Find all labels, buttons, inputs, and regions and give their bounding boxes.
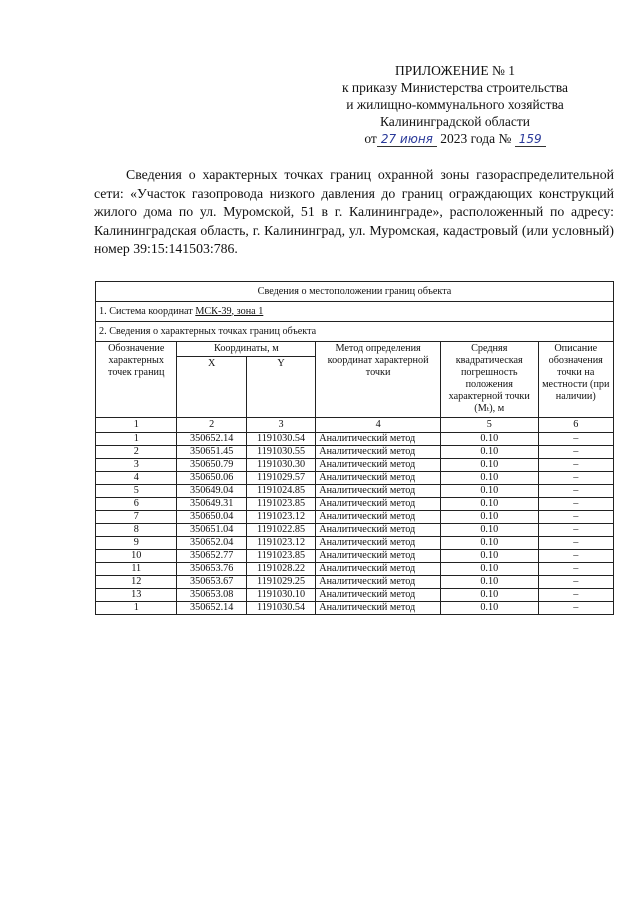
cell-x: 350653.76 <box>177 563 246 576</box>
order-line-2: и жилищно-коммунального хозяйства <box>346 97 564 112</box>
points-section-title: 2. Сведения о характерных точках границ объекта <box>96 322 614 342</box>
cell-method: Аналитический метод <box>316 498 441 511</box>
cell-desc: – <box>538 485 613 498</box>
coord-system-label: 1. Система координат <box>99 305 196 317</box>
table-row <box>96 485 614 498</box>
table-row <box>96 563 614 576</box>
cell-accuracy: 0.10 <box>440 563 538 576</box>
cell-x: 350651.45 <box>177 446 246 459</box>
cell-point: 1 <box>96 433 177 446</box>
column-number-row <box>96 418 614 433</box>
table-row <box>96 576 614 589</box>
cell-desc: – <box>538 589 613 602</box>
cell-x: 350651.04 <box>177 524 246 537</box>
cell-desc: – <box>538 524 613 537</box>
order-line-3: Калининградской области <box>379 114 531 129</box>
cell-point: 1 <box>96 602 177 615</box>
col-number: 5 <box>440 418 538 433</box>
cell-point: 3 <box>96 459 177 472</box>
cell-y: 1191030.54 <box>246 433 315 446</box>
table-row <box>96 550 614 563</box>
table-row <box>96 589 614 602</box>
cell-desc: – <box>538 576 613 589</box>
table-title: Сведения о местоположении границ объекта <box>96 282 614 302</box>
cell-point: 12 <box>96 576 177 589</box>
cell-desc: – <box>538 446 613 459</box>
cell-accuracy: 0.10 <box>440 589 538 602</box>
boundary-table-wrapper <box>95 281 614 615</box>
col-number: 3 <box>246 418 315 433</box>
cell-point: 4 <box>96 472 177 485</box>
cell-desc: – <box>538 498 613 511</box>
cell-accuracy: 0.10 <box>440 446 538 459</box>
cell-y: 1191023.85 <box>246 550 315 563</box>
cell-y: 1191022.85 <box>246 524 315 537</box>
cell-x: 350650.06 <box>177 472 246 485</box>
cell-x: 350652.04 <box>177 537 246 550</box>
cell-method: Аналитический метод <box>316 602 441 615</box>
cell-accuracy: 0.10 <box>440 498 538 511</box>
cell-accuracy: 0.10 <box>440 524 538 537</box>
cell-accuracy: 0.10 <box>440 433 538 446</box>
order-date-line <box>300 130 610 148</box>
coord-system-row <box>96 302 614 322</box>
col-number: 4 <box>316 418 441 433</box>
col-desc-header: Описание обозначения точки на местности (при наличии) <box>538 342 613 418</box>
appendix-header <box>300 62 610 148</box>
cell-point: 11 <box>96 563 177 576</box>
cell-x: 350652.14 <box>177 602 246 615</box>
cell-method: Аналитический метод <box>316 576 441 589</box>
col-x-header: X <box>177 357 246 418</box>
table-row <box>96 537 614 550</box>
cell-accuracy: 0.10 <box>440 550 538 563</box>
cell-accuracy: 0.10 <box>440 537 538 550</box>
cell-desc: – <box>538 537 613 550</box>
col-number: 6 <box>538 418 613 433</box>
cell-method: Аналитический метод <box>316 485 441 498</box>
cell-y: 1191023.12 <box>246 537 315 550</box>
table-row <box>96 472 614 485</box>
cell-method: Аналитический метод <box>316 433 441 446</box>
cell-method: Аналитический метод <box>316 589 441 602</box>
date-middle: 2023 года № <box>440 131 512 146</box>
data-rows <box>96 433 614 615</box>
cell-y: 1191030.55 <box>246 446 315 459</box>
handwritten-date: 27 июня <box>377 132 437 147</box>
cell-point: 9 <box>96 537 177 550</box>
handwritten-number: 159 <box>515 132 546 147</box>
table-row <box>96 459 614 472</box>
cell-point: 7 <box>96 511 177 524</box>
appendix-number: ПРИЛОЖЕНИЕ № 1 <box>394 63 516 78</box>
table-row <box>96 498 614 511</box>
col-y-header: Y <box>246 357 315 418</box>
date-prefix: от <box>364 131 377 146</box>
cell-y: 1191029.57 <box>246 472 315 485</box>
cell-accuracy: 0.10 <box>440 602 538 615</box>
cell-method: Аналитический метод <box>316 563 441 576</box>
order-line-1: к приказу Министерства строительства <box>341 80 569 95</box>
cell-accuracy: 0.10 <box>440 472 538 485</box>
cell-desc: – <box>538 550 613 563</box>
cell-x: 350652.77 <box>177 550 246 563</box>
intro-paragraph: Сведения о характерных точках границ охранной зоны газораспределительной сети: «Участок газопровода низкого давления до границ ограждающих конструкций жилого дома по ул. Муромской, 51 в г. Калининграде», расположенный по адресу: Калининградская область, г. Калининград, ул. Муромская, кадастровый (или условный) номер 39:15:141503:786. <box>94 167 614 256</box>
cell-desc: – <box>538 433 613 446</box>
cell-method: Аналитический метод <box>316 459 441 472</box>
cell-x: 350649.04 <box>177 485 246 498</box>
cell-accuracy: 0.10 <box>440 576 538 589</box>
boundary-table <box>95 281 614 615</box>
cell-x: 350650.79 <box>177 459 246 472</box>
table-row <box>96 511 614 524</box>
cell-point: 10 <box>96 550 177 563</box>
col-accuracy-header: Средняя квадратическая погрешность положения характерной точки (Mₜ), м <box>440 342 538 418</box>
cell-x: 350653.67 <box>177 576 246 589</box>
cell-method: Аналитический метод <box>316 524 441 537</box>
cell-y: 1191030.54 <box>246 602 315 615</box>
cell-desc: – <box>538 563 613 576</box>
cell-point: 2 <box>96 446 177 459</box>
cell-accuracy: 0.10 <box>440 459 538 472</box>
cell-y: 1191030.30 <box>246 459 315 472</box>
table-row <box>96 433 614 446</box>
cell-desc: – <box>538 472 613 485</box>
cell-y: 1191028.22 <box>246 563 315 576</box>
cell-accuracy: 0.10 <box>440 511 538 524</box>
cell-point: 8 <box>96 524 177 537</box>
cell-point: 13 <box>96 589 177 602</box>
cell-desc: – <box>538 602 613 615</box>
table-row <box>96 602 614 615</box>
cell-desc: – <box>538 511 613 524</box>
cell-point: 5 <box>96 485 177 498</box>
cell-y: 1191023.85 <box>246 498 315 511</box>
col-number: 2 <box>177 418 246 433</box>
col-point-header: Обозначение характерных точек границ <box>96 342 177 418</box>
cell-point: 6 <box>96 498 177 511</box>
coord-system-value: МСК-39, зона 1 <box>195 305 264 317</box>
cell-y: 1191030.10 <box>246 589 315 602</box>
cell-x: 350652.14 <box>177 433 246 446</box>
cell-x: 350649.31 <box>177 498 246 511</box>
cell-y: 1191024.85 <box>246 485 315 498</box>
cell-y: 1191023.12 <box>246 511 315 524</box>
cell-desc: – <box>538 459 613 472</box>
cell-accuracy: 0.10 <box>440 485 538 498</box>
cell-x: 350650.04 <box>177 511 246 524</box>
cell-method: Аналитический метод <box>316 446 441 459</box>
cell-method: Аналитический метод <box>316 472 441 485</box>
cell-y: 1191029.25 <box>246 576 315 589</box>
col-coords-header: Координаты, м <box>177 342 316 357</box>
col-method-header: Метод определения координат характерной точки <box>316 342 441 418</box>
col-number: 1 <box>96 418 177 433</box>
table-row <box>96 524 614 537</box>
cell-x: 350653.08 <box>177 589 246 602</box>
cell-method: Аналитический метод <box>316 537 441 550</box>
cell-method: Аналитический метод <box>316 550 441 563</box>
cell-method: Аналитический метод <box>316 511 441 524</box>
table-row <box>96 446 614 459</box>
